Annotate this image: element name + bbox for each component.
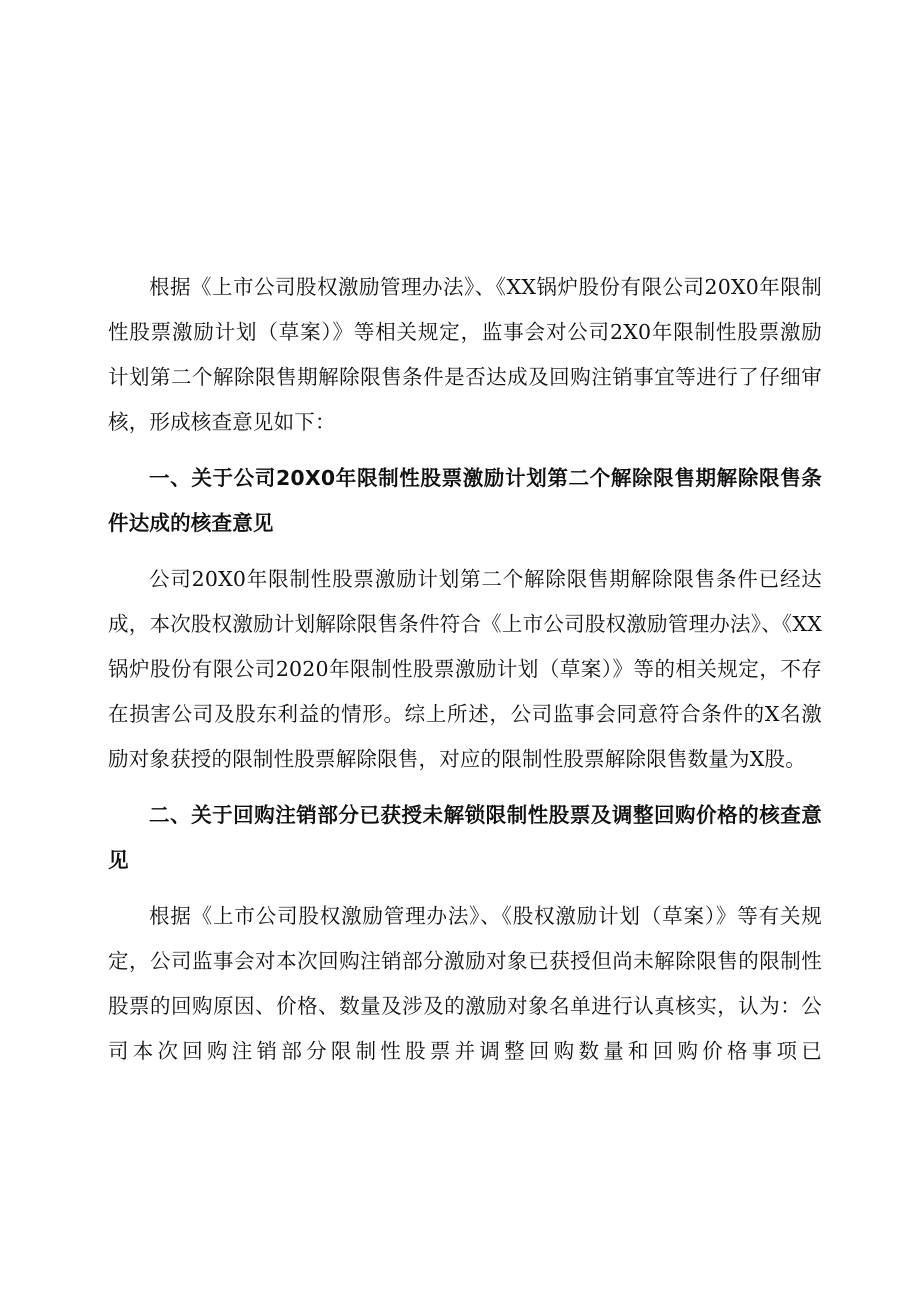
section-one-heading: 一、关于公司20X0年限制性股票激励计划第二个解除限售期解除限售条件达成的核查意见 — [108, 466, 822, 535]
intro-paragraph: 根据《上市公司股权激励管理办法》、《XX锅炉股份有限公司20X0年限制性股票激励计划（草案）》等相关规定，监事会对公司2X0年限制性股票激励计划第二个解除限售期解除限售条件是否达成及回购注销事宜等进行了仔细审核，形成核查意见如下： — [108, 275, 822, 434]
section-two-paragraph: 根据《上市公司股权激励管理办法》、《股权激励计划（草案）》等有关规定，公司监事会对本次回购注销部分激励对象已获授但尚未解除限售的限制性股票的回购原因、价格、数量及涉及的激励对象名单进行认真核实，认为：公司本次回购注销部分限制性股票并调整回购数量和回购价格事项已 — [108, 904, 822, 1063]
section-one-paragraph: 公司20X0年限制性股票激励计划第二个解除限售期解除限售条件已经达成，本次股权激励计划解除限售条件符合《上市公司股权激励管理办法》、《XX锅炉股份有限公司2020年限制性股票激励计划（草案）》等的相关规定，不存在损害公司及股东利益的情形。综上所述，公司监事会同意符合条件的X名激励对象获授的限制性股票解除限售，对应的限制性股票解除限售数量为X股。 — [108, 567, 822, 771]
section-two-heading: 二、关于回购注销部分已获授未解锁限制性股票及调整回购价格的核查意见 — [108, 803, 822, 872]
document-page — [108, 265, 822, 1085]
